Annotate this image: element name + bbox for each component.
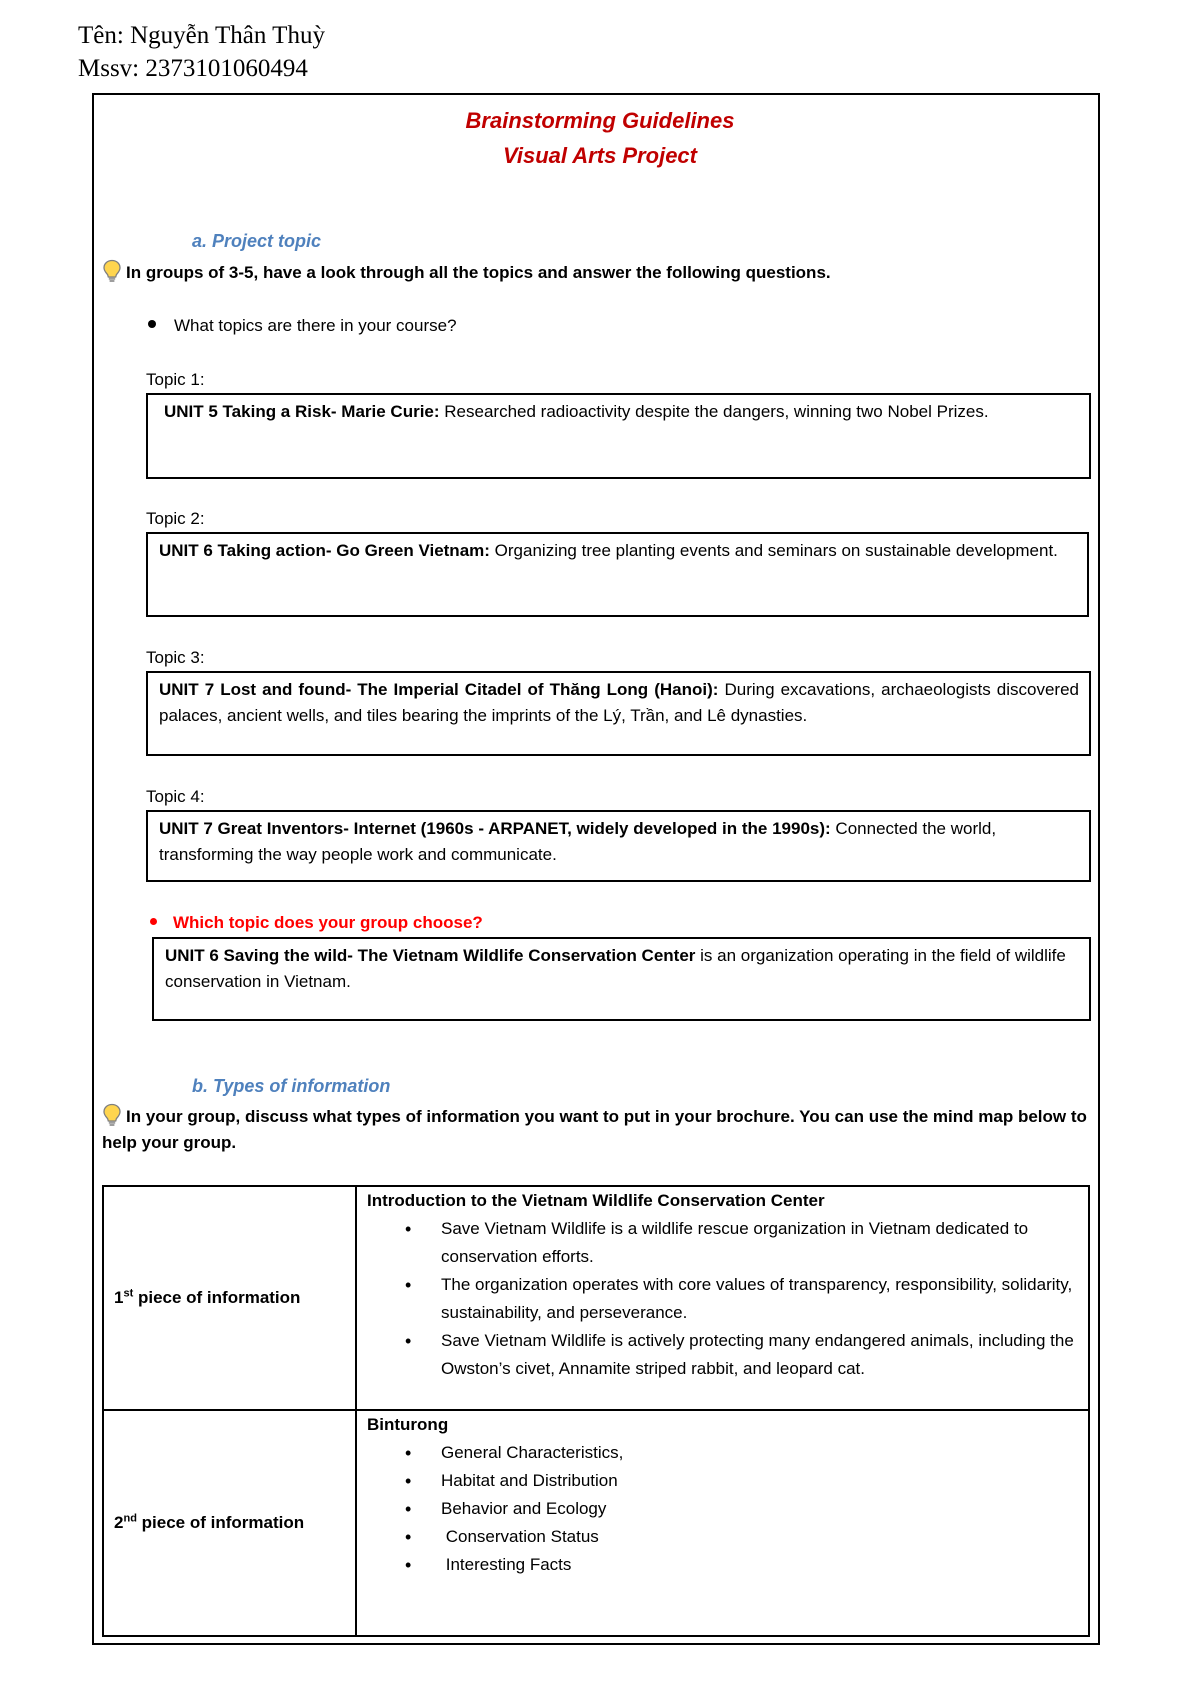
row-1-list: [367, 1215, 1078, 1383]
section-a-heading: a. Project topic: [192, 231, 322, 251]
section-b-instruction-text: In your group, discuss what types of information you want to put in your brochure. You can use the mind map below to help your group.: [102, 1107, 1087, 1152]
list-item: • General Characteristics,: [441, 1439, 1078, 1467]
topic-3-label: Topic 3:: [146, 648, 205, 667]
chosen-topic-text: is an organization operating in the field of wildlife conservation in Vietnam.: [165, 946, 1066, 991]
row-2-content: [356, 1410, 1089, 1636]
topic-3-text: During excavations, archaeologists discovered palaces, ancient wells, and tiles bearing the imprints of the Lý, Trần, and Lê dynasties.: [159, 680, 1079, 725]
table-row: [103, 1186, 1089, 1410]
topic-2-text: Organizing tree planting events and seminars on sustainable development.: [494, 541, 1058, 560]
row-1-ordinal: 1: [114, 1288, 124, 1307]
row-2-label: [103, 1410, 356, 1636]
list-item: • Habitat and Distribution: [441, 1467, 1078, 1495]
row-2-ordinal: 2: [114, 1513, 124, 1532]
topic-1-title: UNIT 5 Taking a Risk- Marie Curie:: [164, 402, 440, 421]
lightbulb-icon: [102, 1103, 122, 1127]
section-b-heading: b. Types of information: [192, 1076, 391, 1096]
row-2-list: [367, 1439, 1078, 1579]
row-2-suffix: nd: [123, 1512, 137, 1525]
worksheet-title: Brainstorming Guidelines: [465, 108, 735, 133]
list-item: • Save Vietnam Wildlife is actively protecting many endangered animals, including the Owston’s civet, Annamite striped rabbit, and leopard cat.: [441, 1327, 1078, 1383]
topic-4-title: UNIT 7 Great Inventors- Internet (1960s - ARPANET, widely developed in the 1990s):: [159, 819, 831, 838]
list-item: • Conservation Status: [441, 1523, 1078, 1551]
question-topics-text: What topics are there in your course?: [174, 316, 457, 335]
list-item: • Interesting Facts: [441, 1551, 1078, 1579]
row-1-suffix: st: [123, 1287, 134, 1300]
question-choice: [150, 911, 483, 935]
topic-1-box: [146, 393, 1091, 479]
bullet-icon: [148, 320, 156, 328]
row-1-label: [103, 1186, 356, 1410]
lightbulb-icon: [102, 259, 122, 283]
student-name: Tên: Nguyễn Thân Thuỳ: [78, 22, 325, 49]
bullet-icon: [150, 918, 157, 925]
list-item: • The organization operates with core values of transparency, responsibility, solidarity, sustainability, and perseverance.: [441, 1271, 1078, 1327]
table-row: [103, 1410, 1089, 1636]
section-a-instruction-text: In groups of 3-5, have a look through all the topics and answer the following questions.: [126, 263, 831, 282]
row-1-label-text: piece of information: [133, 1288, 301, 1307]
section-b-instruction: [102, 1103, 1092, 1156]
list-item: • Behavior and Ecology: [441, 1495, 1078, 1523]
question-choice-text: Which topic does your group choose?: [173, 913, 483, 932]
question-topics: [148, 314, 457, 338]
topic-3-title: UNIT 7 Lost and found- The Imperial Citadel of Thăng Long (Hanoi):: [159, 680, 719, 699]
row-2-heading: Binturong: [367, 1415, 449, 1434]
topic-4-box: [146, 810, 1091, 882]
topic-1-label: Topic 1:: [146, 370, 205, 389]
row-1-heading: Introduction to the Vietnam Wildlife Conservation Center: [367, 1191, 825, 1210]
topic-3-box: [146, 671, 1091, 756]
topic-1-text: Researched radioactivity despite the dangers, winning two Nobel Prizes.: [444, 402, 989, 421]
section-a-instruction: [102, 259, 831, 286]
topic-4-label: Topic 4:: [146, 787, 205, 806]
topic-2-label: Topic 2:: [146, 509, 205, 528]
row-1-content: [356, 1186, 1089, 1410]
topic-2-box: [146, 532, 1089, 617]
information-table: [102, 1185, 1090, 1637]
topic-2-title: UNIT 6 Taking action- Go Green Vietnam:: [159, 541, 490, 560]
chosen-topic-box: [152, 937, 1091, 1021]
row-2-label-text: piece of information: [136, 1513, 305, 1532]
list-item: • Save Vietnam Wildlife is a wildlife rescue organization in Vietnam dedicated to conservation efforts.: [441, 1215, 1078, 1271]
worksheet-subtitle: Visual Arts Project: [503, 143, 697, 168]
student-id: Mssv: 2373101060494: [78, 55, 308, 82]
chosen-topic-title: UNIT 6 Saving the wild- The Vietnam Wildlife Conservation Center: [165, 946, 696, 965]
topic-4-text: Connected the world, transforming the way people work and communicate.: [159, 819, 997, 864]
